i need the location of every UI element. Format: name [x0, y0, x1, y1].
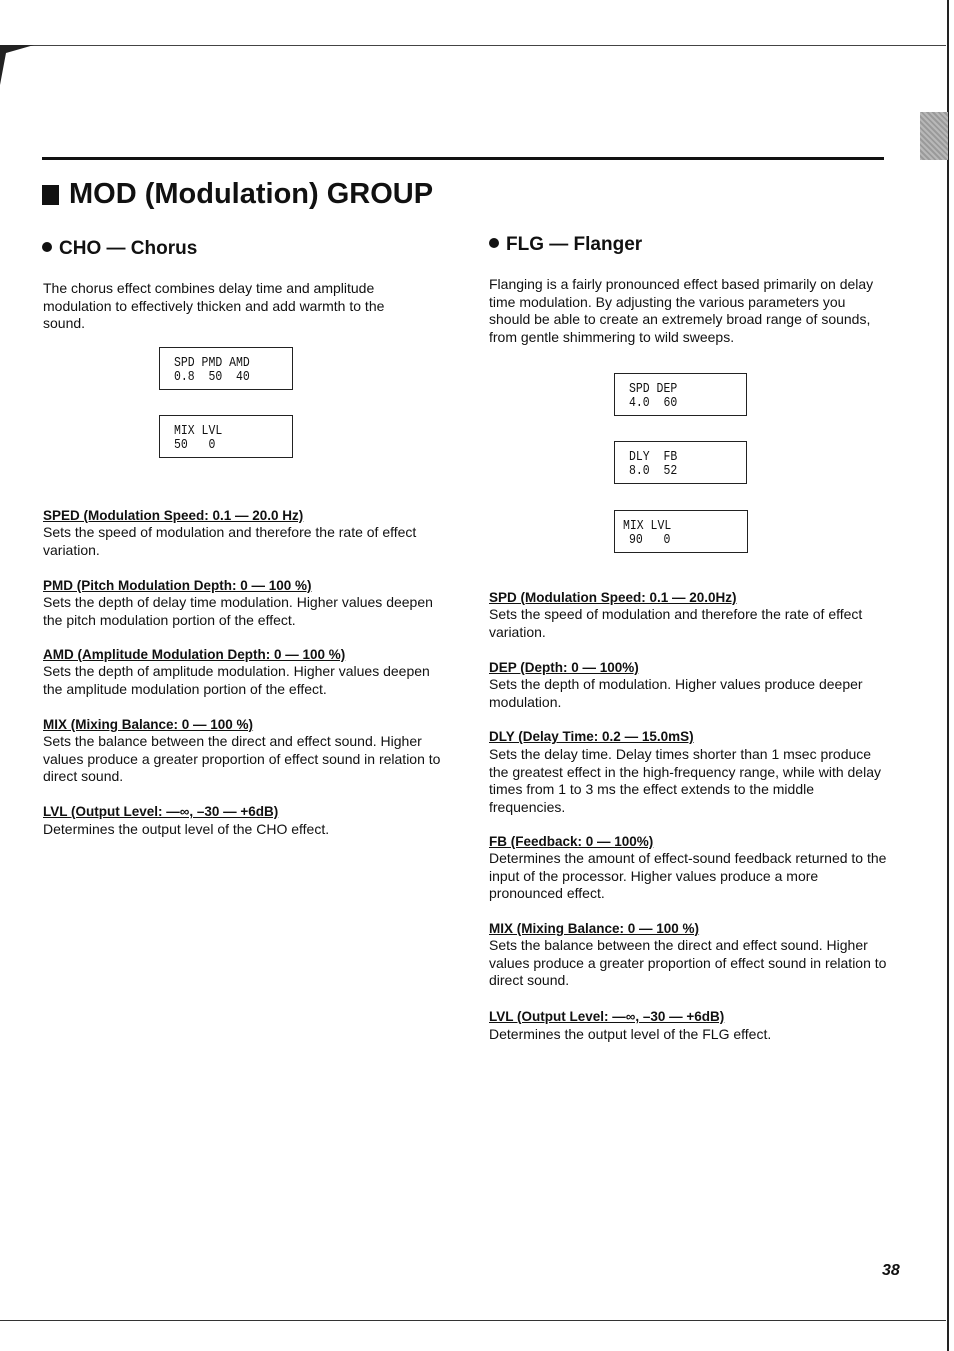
top-rule [0, 45, 946, 46]
flg-param-dly-heading: DLY (Delay Time: 0.2 — 15.0mS) [489, 729, 694, 744]
flg-param-fb-heading: FB (Feedback: 0 — 100%) [489, 834, 654, 849]
cho-param-pmd-desc: Sets the depth of delay time modulation. Higher values deepen the pitch modulation portion of the effect. [43, 594, 433, 628]
flg-lcd-display-1 [614, 373, 747, 416]
page-number: 38 [882, 1262, 900, 1279]
flg-heading-text: FLG — Flanger [506, 234, 643, 255]
flg-param-mix-desc: Sets the balance between the direct and effect sound. Higher values produce a greater proportion of effect sound in relation to direct sound. [489, 937, 887, 988]
flg-param-dly-desc: Sets the delay time. Delay times shorter than 1 msec produce the greatest effect in the high-frequency range, while with delay times from 1 to 3 ms the effect extends to the middle frequencies. [489, 746, 881, 815]
flg-param-spd-desc: Sets the speed of modulation and therefore the rate of effect variation. [489, 606, 863, 640]
square-bullet-icon [42, 185, 59, 205]
page-title [42, 178, 433, 211]
lcd-line-2: 90 0 [629, 532, 671, 548]
cho-param-amd-desc: Sets the depth of amplitude modulation. Higher values deepen the amplitude modulation portion of the effect. [43, 663, 430, 697]
bottom-rule [0, 1320, 946, 1321]
flg-param-fb-desc: Determines the amount of effect-sound feedback returned to the input of the processor. Higher values produce a more pronounced effect. [489, 850, 887, 901]
flg-lcd-display-2 [614, 441, 747, 484]
page-title-text: MOD (Modulation) GROUP [69, 178, 434, 210]
bullet-icon [42, 242, 52, 252]
cho-lcd-display-2 [159, 415, 293, 458]
cho-param-mix-desc: Sets the balance between the direct and effect sound. Higher values produce a greater proportion of effect sound in relation to direct sound. [43, 733, 441, 784]
flg-param-dep-heading: DEP (Depth: 0 — 100%) [489, 660, 639, 675]
flg-param-lvl-heading: LVL (Output Level: —∞, –30 — +6dB) [489, 1009, 725, 1024]
flg-heading [489, 234, 642, 256]
bullet-icon [489, 238, 499, 248]
header-rule [42, 157, 884, 160]
cho-param-sped-heading: SPED (Modulation Speed: 0.1 — 20.0 Hz) [43, 508, 304, 523]
flg-param-lvl-desc: Determines the output level of the FLG effect. [489, 1026, 772, 1042]
lcd-line-2: 8.0 52 [629, 463, 678, 479]
lcd-line-1: SPD PMD AMD [174, 355, 250, 371]
lcd-line-2: 0.8 50 40 [174, 369, 250, 385]
corner-mark [0, 45, 34, 85]
cho-intro: The chorus effect combines delay time and amplitude modulation to effectively thicken and add warmth to the sound. [43, 280, 385, 331]
flg-intro: Flanging is a fairly pronounced effect based primarily on delay time modulation. By adjusting the various parameters you should be able to create an extremely broad range of sounds, from gentle shimmering to wild sweeps. [489, 276, 874, 345]
cho-param-pmd-heading: PMD (Pitch Modulation Depth: 0 — 100 %) [43, 578, 312, 593]
thumb-tab [920, 112, 948, 160]
cho-heading-text: CHO — Chorus [59, 238, 198, 259]
flg-param-mix-heading: MIX (Mixing Balance: 0 — 100 %) [489, 921, 700, 936]
cho-param-amd-heading: AMD (Amplitude Modulation Depth: 0 — 100 %) [43, 647, 346, 662]
flg-lcd-display-3 [614, 510, 748, 553]
cho-param-sped-desc: Sets the speed of modulation and therefore the rate of effect variation. [43, 524, 417, 558]
lcd-line-2: 50 0 [174, 437, 216, 453]
lcd-line-1: MIX LVL [623, 518, 672, 534]
cho-param-lvl-desc: Determines the output level of the CHO effect. [43, 821, 330, 837]
page-edge [947, 0, 949, 1351]
lcd-line-2: 4.0 60 [629, 395, 678, 411]
cho-param-mix-heading: MIX (Mixing Balance: 0 — 100 %) [43, 717, 254, 732]
lcd-line-1: DLY FB [629, 449, 678, 465]
flg-param-dep-desc: Sets the depth of modulation. Higher values produce deeper modulation. [489, 676, 863, 710]
flg-param-spd-heading: SPD (Modulation Speed: 0.1 — 20.0Hz) [489, 590, 737, 605]
lcd-line-1: SPD DEP [629, 381, 678, 397]
cho-heading [42, 238, 197, 260]
lcd-line-1: MIX LVL [174, 423, 223, 439]
cho-lcd-display-1 [159, 347, 293, 390]
cho-param-lvl-heading: LVL (Output Level: —∞, –30 — +6dB) [43, 804, 279, 819]
